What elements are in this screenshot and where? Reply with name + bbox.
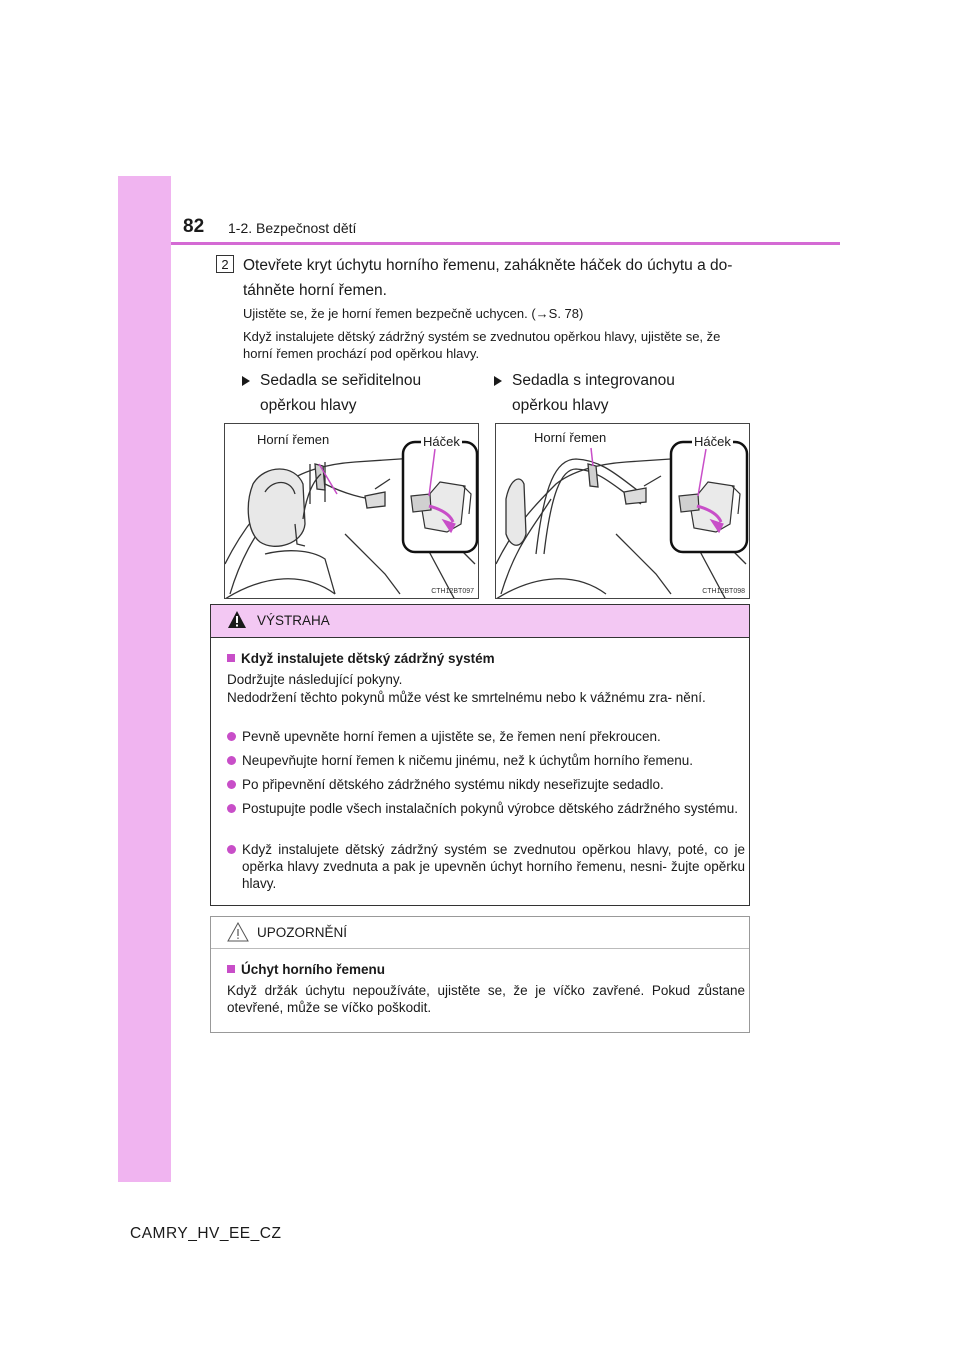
model-code: CAMRY_HV_EE_CZ	[130, 1225, 282, 1242]
caution-text: Když držák úchytu nepoužíváte, ujistěte se, že je víčko zavřené. Pokud zůstane otevřené, může se víčko poškodit.	[227, 983, 745, 1015]
figure-code: CTH12BT097	[431, 588, 474, 595]
bullet-text: Postupujte podle všech instalačních pokynů výrobce dětského zádržného systému.	[242, 801, 739, 816]
step-note-strap-secured: Ujistěte se, že je horní řemen bezpečně uchycen. (→S. 78)	[243, 306, 584, 321]
caution-box	[210, 916, 750, 1033]
warning-header-text: VÝSTRAHA	[257, 613, 330, 628]
step-number-badge: 2	[216, 255, 234, 273]
triangle-bullet-icon	[494, 376, 502, 386]
section-title: 1-2. Bezpečnost dětí	[228, 220, 357, 236]
seat-illustration	[496, 424, 750, 599]
side-tab	[118, 176, 171, 1182]
warning-intro-2: Nedodržení těchto pokynů může vést ke smrtelnému nebo k vážnému zra- nění.	[227, 690, 706, 705]
page-number: 82	[183, 216, 205, 237]
caption-integrated-headrest	[512, 368, 732, 418]
label-hook: Háček	[423, 434, 460, 449]
seat-illustration	[225, 424, 479, 599]
warning-bullet	[227, 800, 745, 817]
illustration-integrated-headrest	[495, 423, 750, 599]
step-instruction: Otevřete kryt úchytu horního řemenu, zahákněte háček do úchytu a do- táhněte horní řemen.	[243, 257, 733, 299]
caution-title	[227, 962, 385, 977]
bullet-text: Pevně upevněte horní řemen a ujistěte se, že řemen není překroucen.	[242, 729, 661, 744]
caution-header	[211, 917, 749, 949]
warning-bullet	[227, 841, 745, 892]
illustration-adjustable-headrest	[224, 423, 479, 599]
warning-intro-1: Dodržujte následující pokyny.	[227, 672, 403, 687]
warning-bullet	[227, 776, 745, 793]
caption-text: Sedadla se seřiditelnou opěrkou hlavy	[260, 372, 422, 414]
step-note-headrest: Když instalujete dětský zádržný systém se zvednutou opěrkou hlavy, ujistěte se, že horní řemen prochází pod opěrkou hlavy.	[243, 329, 721, 361]
caption-adjustable-headrest	[260, 368, 480, 418]
bullet-text: Po připevnění dětského zádržného systému nikdy neseřizujte sedadlo.	[242, 777, 664, 792]
warning-title	[227, 651, 495, 666]
dot-bullet-icon	[227, 845, 236, 854]
header-rule	[171, 242, 840, 245]
warning-bullet	[227, 728, 745, 745]
figure-code: CTH12BT098	[702, 588, 745, 595]
warning-triangle-icon	[227, 610, 247, 629]
square-bullet-icon	[227, 654, 235, 662]
caution-triangle-icon	[227, 922, 249, 942]
warning-box	[210, 604, 750, 906]
dot-bullet-icon	[227, 732, 236, 741]
dot-bullet-icon	[227, 756, 236, 765]
caution-header-text: UPOZORNĚNÍ	[257, 925, 348, 940]
warning-header	[211, 605, 749, 638]
dot-bullet-icon	[227, 780, 236, 789]
label-hook: Háček	[694, 434, 731, 449]
caution-title-text: Úchyt horního řemenu	[241, 962, 386, 977]
triangle-bullet-icon	[242, 376, 250, 386]
label-top-strap: Horní řemen	[257, 432, 330, 447]
bullet-text: Neupevňujte horní řemen k ničemu jinému, než k úchytům horního řemenu.	[242, 753, 693, 768]
square-bullet-icon	[227, 965, 235, 973]
label-top-strap: Horní řemen	[534, 430, 607, 445]
dot-bullet-icon	[227, 804, 236, 813]
caption-text: Sedadla s integrovanou opěrkou hlavy	[512, 372, 675, 414]
warning-title-text: Když instalujete dětský zádržný systém	[241, 651, 495, 666]
bullet-text: Když instalujete dětský zádržný systém se zvednutou opěrkou hlavy, poté, co je opěrka hlavy zvednuta a pak je upevněn úchyt horního řemenu, nesni- žujte opěrku hlavy.	[242, 842, 745, 891]
warning-bullet	[227, 752, 745, 769]
